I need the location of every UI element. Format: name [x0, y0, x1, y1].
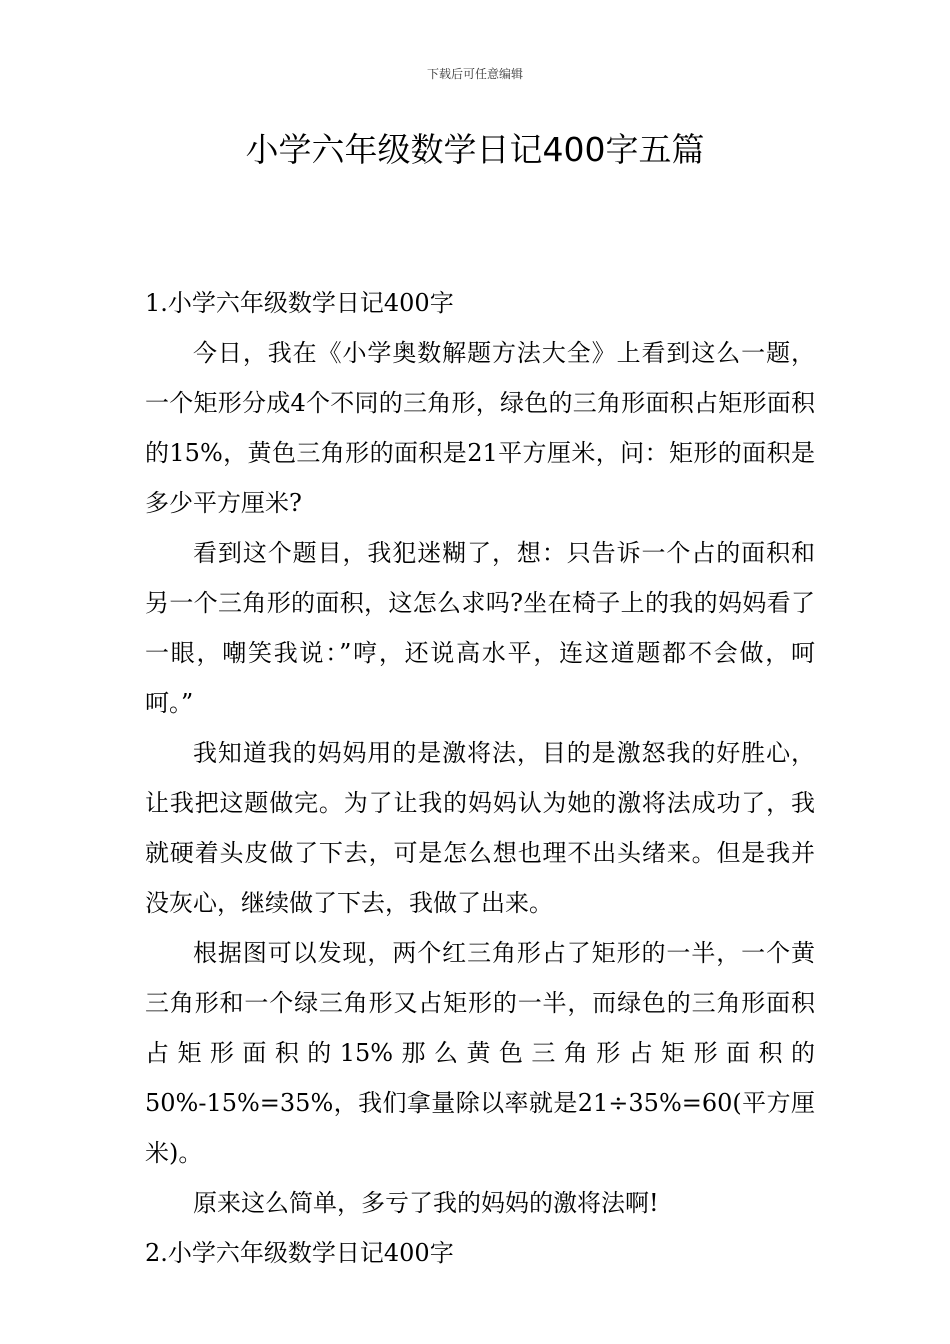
- header-note: 下载后可任意编辑: [426, 67, 523, 81]
- section-heading-2: 2.小学六年级数学日记400字: [145, 1239, 454, 1267]
- paragraph: 今日，我在《小学奥数解题方法大全》上看到这么一题，一个矩形分成4个不同的三角形，绿色的三角形面积占矩形面积的15%，黄色三角形的面积是21平方厘米，问：矩形的面积是多少平方厘米?: [145, 339, 815, 517]
- paragraph: 原来这么简单，多亏了我的妈妈的激将法啊!: [193, 1189, 659, 1217]
- paragraph: 根据图可以发现，两个红三角形占了矩形的一半，一个黄三角形和一个绿三角形又占矩形的一半，而绿色的三角形面积占矩形面积的15%那么黄色三角形占矩形面积的50%-15%=35%，我们拿量除以率就是21÷35%=60(平方厘米)。: [145, 939, 815, 1167]
- section-heading-1: 1.小学六年级数学日记400字: [145, 289, 454, 317]
- paragraph: 看到这个题目，我犯迷糊了，想：只告诉一个占的面积和另一个三角形的面积，这怎么求吗?坐在椅子上的我的妈妈看了一眼，嘲笑我说：”哼，还说高水平，连这道题都不会做，呵呵。”: [145, 539, 815, 717]
- paragraph: 我知道我的妈妈用的是激将法，目的是激怒我的好胜心，让我把这题做完。为了让我的妈妈认为她的激将法成功了，我就硬着头皮做了下去，可是怎么想也理不出头绪来。但是我并没灰心，继续做了下去，我做了出来。: [145, 739, 815, 917]
- document-body: [145, 278, 815, 1278]
- document-title: 小学六年级数学日记400字五篇: [245, 130, 705, 169]
